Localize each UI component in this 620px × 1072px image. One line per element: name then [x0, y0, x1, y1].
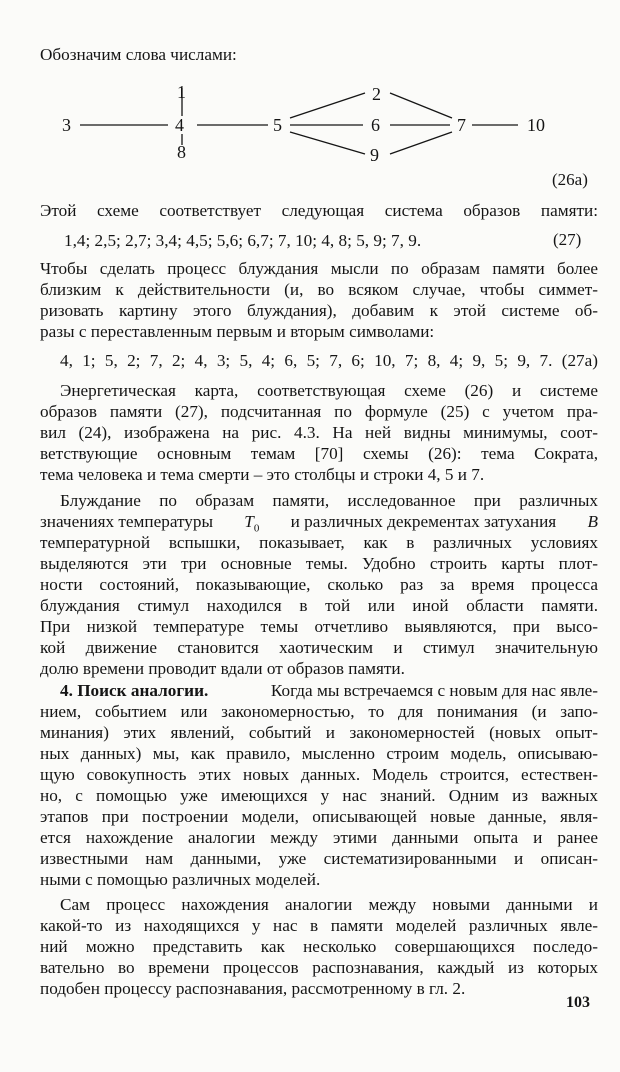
- p4-line: температурной вспышки, показывает, как в различных условиях: [40, 533, 598, 552]
- node-9: 9: [370, 145, 379, 165]
- p5-line: минания) этих явлений, событий и закономерностей (новых опыт-: [40, 723, 598, 742]
- p5-first-line: [60, 680, 598, 701]
- p4-line: кой движение становится хаотическим и стимул значительную: [40, 638, 598, 657]
- p5-line: щую совокупность этих новых данных. Модель строится, естествен-: [40, 765, 598, 784]
- p2-line: Чтобы сделать процесс блуждания мысли по образам памяти более: [40, 259, 598, 278]
- p3-line: ветствующие основным темам [70] схемы (26): тема Сократа,: [40, 444, 598, 463]
- node-1: 1: [177, 82, 186, 102]
- p4-line: При низкой температуре темы отчетливо выявляются, при высо-: [40, 617, 598, 636]
- temperature-symbol: $T_0$: [244, 512, 260, 535]
- diagram-label: (26а): [552, 170, 588, 189]
- p6-line: подобен процессу распознавания, рассмотренному в гл. 2.: [40, 979, 466, 998]
- node-4: 4: [175, 115, 184, 135]
- node-10: 10: [527, 115, 545, 135]
- page-number: 103: [566, 994, 590, 1011]
- p6-line: Сам процесс нахождения аналогии между новыми данными и: [60, 895, 598, 914]
- p5-line: но, с помощью уже имеющихся у нас знаний. Одним из важных: [40, 786, 598, 805]
- p4-line: выделяются эти три основные темы. Удобно строить карты плот-: [40, 554, 598, 573]
- p3-line: образов памяти (27), подсчитанная по формуле (25) с учетом пра-: [40, 402, 598, 421]
- p3-line: Энергетическая карта, соответствующая схеме (26) и системе: [60, 381, 598, 400]
- edge-5-2: [290, 93, 365, 118]
- equation-27-label: (27): [553, 230, 582, 249]
- p4-text: и различных декрементах затухания: [290, 512, 557, 531]
- p5-line: известными нам данными, уже систематизированными и описан-: [40, 849, 598, 868]
- p5-line: этапов при построении модели, описывающей новые данные, явля-: [40, 807, 598, 826]
- node-5: 5: [273, 115, 282, 135]
- node-2: 2: [372, 84, 381, 104]
- p2-line: близким к действительности (и, во всяком случае, чтобы симмет-: [40, 280, 598, 299]
- intro-line: Обозначим слова числами:: [40, 45, 237, 64]
- p5-line: ется нахождение аналогии между этими данными опыта и ранее: [40, 828, 598, 847]
- p5-line: ных данных) мы, как правило, мысленно строим модель, описываю-: [40, 744, 598, 763]
- p5-line: нием, событием или закономерностью, то для понимания (и запо-: [40, 702, 598, 721]
- p6-line: вательно во времени процессов распознавания, каждый из которых: [40, 958, 598, 977]
- p4-line: Блуждание по образам памяти, исследованное при различных: [60, 491, 598, 510]
- p2-line: разы с переставленным первым и вторым символами:: [40, 322, 435, 341]
- edge-9-7: [390, 132, 452, 154]
- p6-line: ний можно представить как несколько совершающихся последо-: [40, 937, 598, 956]
- node-8: 8: [177, 142, 186, 162]
- p2-line: ризовать картину этого блуждания), добавим к этой системе об-: [40, 301, 598, 320]
- node-6: 6: [371, 115, 380, 135]
- node-3: 3: [62, 115, 71, 135]
- p6-line: какой-то из находящихся у нас в памяти моделей различных явле-: [40, 916, 598, 935]
- equation-27a: 4, 1; 5, 2; 7, 2; 4, 3; 5, 4; 6, 5; 7, 6; 10, 7; 8, 4; 9, 5; 9, 7. (27а): [60, 351, 598, 370]
- node-7: 7: [457, 115, 466, 135]
- p4-line: ности состояний, показывающие, сколько раз за время процесса: [40, 575, 598, 594]
- equation-27: 1,4; 2,5; 2,7; 3,4; 4,5; 5,6; 6,7; 7, 10; 4, 8; 5, 9; 7, 9.: [64, 231, 422, 250]
- edge-5-9: [290, 132, 365, 154]
- p3-line: вил (24), изображена на рис. 4.3. На ней видны минимумы, соот-: [40, 423, 598, 442]
- p4-line: долю времени проводит вдали от образов памяти.: [40, 659, 405, 678]
- p5-line: ными с помощью различных моделей.: [40, 870, 321, 889]
- p5-text: Когда мы встречаемся с новым для нас явле-: [270, 681, 598, 700]
- edge-2-7: [390, 93, 452, 118]
- p4-text: значениях температуры: [40, 512, 214, 531]
- p3-line: тема человека и тема смерти – это столбцы и строки 4, 5 и 7.: [40, 465, 485, 484]
- word-graph-diagram: [0, 70, 620, 190]
- p4-line: блуждания стимул находился в той или иной области памяти.: [40, 596, 598, 615]
- section-heading: 4. Поиск аналогии.: [60, 681, 209, 700]
- decrement-symbol: B: [587, 512, 598, 531]
- paragraph-1: Этой схеме соответствует следующая система образов памяти:: [40, 201, 598, 220]
